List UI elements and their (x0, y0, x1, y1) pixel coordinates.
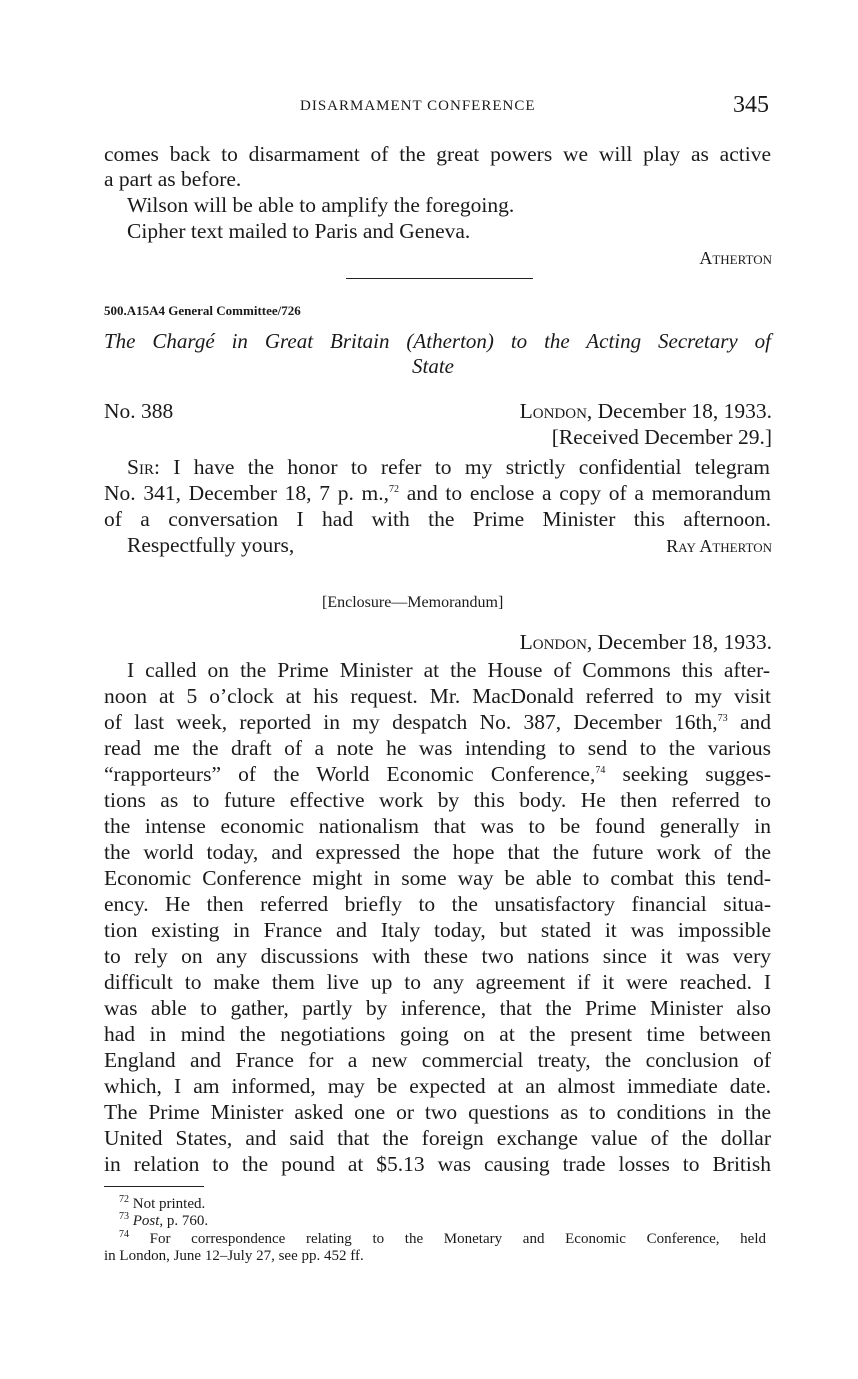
enclosure-label: [Enclosure—Memorandum] (322, 594, 504, 611)
body-line: tions as to future effective work by this body. He then referred to (104, 788, 771, 812)
document-title: The Chargé in Great Britain (Atherton) to the Acting Secretary of (104, 329, 771, 353)
footnote-74-cont: in London, June 12–July 27, see pp. 452 ff. (104, 1248, 364, 1264)
body-line (104, 480, 771, 506)
body-line (104, 709, 771, 735)
body-line: which, I am informed, may be expected at an almost immediate date. (104, 1074, 771, 1098)
dateline-place: London (519, 630, 587, 654)
body-line: in relation to the pound at $5.13 was causing trade losses to British (104, 1152, 771, 1176)
body-line: Wilson will be able to amplify the foregoing. (127, 193, 515, 217)
body-line: was able to gather, partly by inference, that the Prime Minister also (104, 996, 771, 1020)
body-line: the intense economic nationalism that was to be found generally in (104, 814, 771, 838)
salutation: Sir (127, 455, 154, 479)
file-reference: 500.A15A4 General Committee/726 (104, 303, 301, 318)
body-line: to rely on any discussions with these two nations since it was very (104, 944, 771, 968)
footnote-divider (104, 1186, 204, 1187)
body-line (104, 761, 771, 787)
body-line: Cipher text mailed to Paris and Geneva. (127, 219, 471, 243)
body-line: noon at 5 o’clock at his request. Mr. MacDonald referred to my visit (104, 684, 771, 708)
signature: Ray Atherton (666, 536, 772, 556)
document-title: State (412, 354, 454, 378)
document-number: No. 388 (104, 399, 174, 423)
body-line: I called on the Prime Minister at the House of Commons this after- (127, 658, 770, 682)
footnote-text: p. 760. (163, 1213, 209, 1229)
dateline-place: London (519, 399, 587, 423)
footnote-mark: 72 (119, 1194, 129, 1205)
footnote-74 (119, 1231, 766, 1248)
body-line (127, 454, 770, 480)
body-line: the world today, and expressed the hope that the future work of the (104, 840, 771, 864)
enclosure-dateline (520, 629, 772, 655)
body-line: comes back to disarmament of the great powers we will play as active (104, 142, 771, 166)
footnote-mark: 73 (119, 1211, 129, 1222)
body-line: United States, and said that the foreign exchange value of the dollar (104, 1126, 771, 1150)
footnote-ref: 73 (717, 712, 728, 724)
footnote-text: Post, (129, 1213, 164, 1229)
body-line: The Prime Minister asked one or two questions as to conditions in the (104, 1100, 771, 1124)
body-line: ency. He then referred briefly to the unsatisfactory financial situa- (104, 892, 771, 916)
body-line: difficult to make them live up to any agreement if it were reached. I (104, 970, 771, 994)
body-line: Economic Conference might in some way be able to combat this tend- (104, 866, 771, 890)
body-text: of last week, reported in my despatch No. 387, December 16th, (104, 710, 718, 734)
footnote-text: For correspondence relating to the Monetary and Economic Conference, held (129, 1231, 766, 1247)
body-text: seeking sugges- (605, 762, 771, 786)
footnote-text: Not printed. (129, 1196, 206, 1212)
body-line: England and France for a new commercial treaty, the conclusion of (104, 1048, 771, 1072)
running-title: DISARMAMENT CONFERENCE (300, 98, 536, 114)
body-line: a part as before. (104, 167, 242, 191)
received-date: [Received December 29.] (551, 425, 772, 449)
footnote-73 (119, 1213, 208, 1230)
signature: Atherton (699, 248, 772, 268)
page-number: 345 (733, 92, 769, 118)
body-line: of a conversation I had with the Prime Minister this afternoon. (104, 507, 771, 531)
body-text: “rapporteurs” of the World Economic Conference, (104, 762, 596, 786)
footnote-72 (119, 1196, 205, 1213)
body-text: No. 341, December 18, 7 p. m., (104, 481, 389, 505)
dateline (520, 398, 772, 424)
body-text: : I have the honor to refer to my strictly confidential telegram (153, 455, 770, 479)
closing: Respectfully yours, (127, 533, 295, 557)
footnote-mark: 74 (119, 1229, 129, 1240)
dateline-date: , December 18, 1933. (586, 630, 772, 654)
body-line: had in mind the negotiations going on at the present time between (104, 1022, 771, 1046)
body-line: tion existing in France and Italy today, but stated it was impossible (104, 918, 771, 942)
footnote-ref: 72 (389, 483, 399, 495)
body-text: and (727, 710, 771, 734)
dateline-date: , December 18, 1933. (586, 399, 772, 423)
body-line: read me the draft of a note he was intending to send to the various (104, 736, 771, 760)
body-text: and to enclose a copy of a memorandum (399, 481, 771, 505)
section-divider (346, 278, 533, 279)
footnote-ref: 74 (595, 764, 606, 776)
